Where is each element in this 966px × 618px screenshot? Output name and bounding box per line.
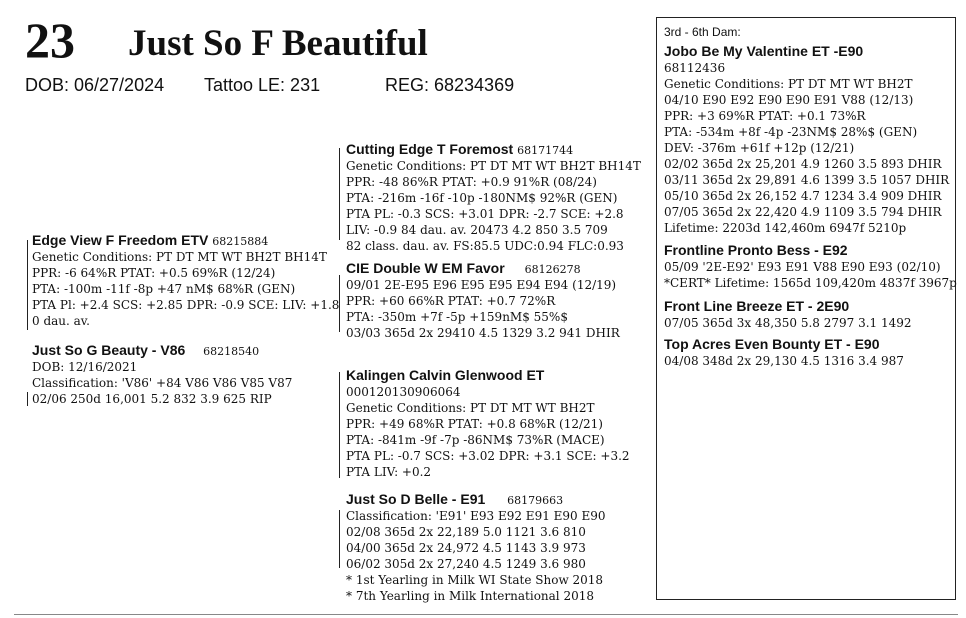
sire-sire-reg: 68171744: [517, 144, 574, 157]
sire-sire-bracket-line: [339, 148, 340, 240]
dam-dam-line: Classification: 'E91' E93 E92 E91 E90 E90: [346, 509, 606, 523]
third-dam-line: Lifetime: 2203d 142,460m 6947f 5210p: [664, 221, 907, 235]
sire-sire-line: Genetic Conditions: PT DT MT WT BH2T BH14T: [346, 159, 641, 173]
fourth-dam-line: *CERT* Lifetime: 1565d 109,420m 4837f 3967p: [664, 276, 957, 290]
dam-dam-line: * 7th Yearling in Milk International 2018: [346, 589, 594, 603]
third-dam-line: PTA: -534m +8f -4p -23NM$ 28%$ (GEN): [664, 125, 918, 139]
extended-dams-title: 3rd - 6th Dam:: [664, 25, 741, 39]
dam-dam-line: * 1st Yearling in Milk WI State Show 2018: [346, 573, 604, 587]
sire-dam-section: [346, 259, 620, 341]
sire-sire-line: LIV: -0.9 84 dau. av. 20473 4.2 850 3.5 709: [346, 223, 608, 237]
sire-sire-line: PPR: -48 86%R PTAT: +0.9 91%R (08/24): [346, 175, 597, 189]
dam-sire-line: PTA LIV: +0.2: [346, 465, 432, 479]
fourth-dam-line: 05/09 '2E-E92' E93 E91 V88 E90 E93 (02/10): [664, 260, 941, 274]
sire-dam-reg: 68126278: [524, 263, 581, 276]
sire-section: [32, 231, 339, 329]
sire-line: PTA Pl: +2.4 SCS: +2.85 DPR: -0.9 SCE: LIV: +1.8: [32, 298, 340, 312]
sire-dam-name: CIE Double W EM Favor: [346, 260, 505, 276]
sire-dam-line: 09/01 2E-E95 E96 E95 E95 E94 E94 (12/19): [346, 278, 617, 292]
sixth-dam-details: [664, 353, 904, 369]
dam-sire-name: Kalingen Calvin Glenwood ET: [346, 367, 545, 383]
sire-dam-details: [346, 277, 620, 341]
dam-name: Just So G Beauty - V86: [32, 342, 186, 358]
third-dam-line: 68112436: [664, 61, 726, 75]
dam-sire-heading: [346, 366, 630, 384]
sire-dam-heading: [346, 259, 620, 277]
sire-name: Edge View F Freedom ETV: [32, 232, 209, 248]
dam-sire-line: Genetic Conditions: PT DT MT WT BH2T: [346, 401, 595, 415]
sire-line: PPR: -6 64%R PTAT: +0.5 69%R (12/24): [32, 266, 276, 280]
third-dam-name: Jobo Be My Valentine ET -E90: [664, 43, 864, 59]
dam-line: Classification: 'V86' +84 V86 V86 V85 V87: [32, 376, 293, 390]
third-dam-line: DEV: -376m +61f +12p (12/21): [664, 141, 855, 155]
third-dam-details: [664, 60, 949, 236]
dam-dam-line: 04/00 365d 2x 24,972 4.5 1143 3.9 973: [346, 541, 586, 555]
sire-sire-section: [346, 140, 641, 254]
fifth-dam-line: 07/05 365d 3x 48,350 5.8 2797 3.1 1492: [664, 316, 912, 330]
third-dam-line: 05/10 365d 2x 26,152 4.7 1234 3.4 909 DHIR: [664, 189, 942, 203]
sire-sire-line: PTA PL: -0.3 SCS: +3.01 DPR: -2.7 SCE: +2.8: [346, 207, 624, 221]
animal-name: Just So F Beautiful: [128, 23, 428, 64]
dam-line: DOB: 12/16/2021: [32, 360, 138, 374]
reg-label: REG: 68234369: [385, 75, 515, 95]
sire-line: 0 dau. av.: [32, 314, 90, 328]
dam-dam-line: 02/08 365d 2x 22,189 5.0 1121 3.6 810: [346, 525, 586, 539]
dam-heading: [32, 341, 292, 359]
third-dam-line: 04/10 E90 E92 E90 E90 E91 V88 (12/13): [664, 93, 914, 107]
dam-dam-line: 06/02 305d 2x 27,240 4.5 1249 3.6 980: [346, 557, 586, 571]
dam-dam-details: [346, 508, 606, 604]
dam-dam-section: [346, 490, 606, 604]
sire-heading: [32, 231, 339, 249]
dam-section: [32, 341, 292, 407]
sire-dam-bracket-line: [339, 275, 340, 332]
third-dam-section: [664, 42, 949, 236]
sixth-dam-section: [664, 335, 904, 369]
sire-sire-heading: [346, 140, 641, 158]
dam-sire-line: PPR: +49 68%R PTAT: +0.8 68%R (12/21): [346, 417, 603, 431]
sire-sire-name: Cutting Edge T Foremost: [346, 141, 514, 157]
third-dam-line: Genetic Conditions: PT DT MT WT BH2T: [664, 77, 913, 91]
sire-line: PTA: -100m -11f -8p +47 nM$ 68%R (GEN): [32, 282, 296, 296]
dam-sire-reg: 000120130906064: [346, 385, 461, 399]
tattoo-label: Tattoo LE: 231: [204, 75, 321, 95]
dob-label: DOB: 06/27/2024: [25, 75, 165, 95]
sire-dam-line: 03/03 365d 2x 29410 4.5 1329 3.2 941 DHIR: [346, 326, 620, 340]
dam-dam-heading: [346, 490, 606, 508]
fifth-dam-details: [664, 315, 912, 331]
dam-sire-line: PTA PL: -0.7 SCS: +3.02 DPR: +3.1 SCE: +3.2: [346, 449, 630, 463]
third-dam-line: 02/02 365d 2x 25,201 4.9 1260 3.5 893 DHIR: [664, 157, 942, 171]
fourth-dam-name: Frontline Pronto Bess - E92: [664, 242, 848, 258]
sire-sire-details: [346, 158, 641, 254]
dam-details: [32, 359, 292, 407]
fourth-dam-details: [664, 259, 957, 291]
dam-sire-bracket-line: [339, 372, 340, 478]
sire-reg: 68215884: [212, 235, 269, 248]
dam-dam-reg: 68179663: [507, 494, 564, 507]
dam-line: 02/06 250d 16,001 5.2 832 3.9 625 RIP: [32, 392, 272, 406]
dam-dam-name: Just So D Belle - E91: [346, 491, 486, 507]
dam-dam-bracket-line: [339, 510, 340, 568]
sire-bracket-line: [27, 240, 28, 330]
sixth-dam-line: 04/08 348d 2x 29,130 4.5 1316 3.4 987: [664, 354, 904, 368]
fifth-dam-section: [664, 297, 912, 331]
fourth-dam-section: [664, 241, 957, 291]
sixth-dam-name: Top Acres Even Bounty ET - E90: [664, 336, 880, 352]
third-dam-line: 07/05 365d 2x 22,420 4.9 1109 3.5 794 DHIR: [664, 205, 942, 219]
fifth-dam-name: Front Line Breeze ET - 2E90: [664, 298, 850, 314]
sire-dam-line: PTA: -350m +7f -5p +159nM$ 55%$: [346, 310, 568, 324]
sire-sire-line: 82 class. dau. av. FS:85.5 UDC:0.94 FLC:0.93: [346, 239, 624, 253]
third-dam-line: 03/11 365d 2x 29,891 4.6 1399 3.5 1057 DHIR: [664, 173, 950, 187]
sire-details: [32, 249, 339, 329]
dam-sire-line: PTA: -841m -9f -7p -86NM$ 73%R (MACE): [346, 433, 605, 447]
dam-sire-details: [346, 384, 630, 480]
sire-dam-line: PPR: +60 66%R PTAT: +0.7 72%R: [346, 294, 556, 308]
sire-sire-line: PTA: -216m -16f -10p -180NM$ 92%R (GEN): [346, 191, 618, 205]
lot-number: 23: [25, 12, 75, 68]
bottom-divider: [14, 614, 958, 615]
sire-line: Genetic Conditions: PT DT MT WT BH2T BH14T: [32, 250, 327, 264]
third-dam-line: PPR: +3 69%R PTAT: +0.1 73%R: [664, 109, 866, 123]
dam-bracket-line: [27, 392, 28, 406]
dam-sire-section: [346, 366, 630, 480]
dam-reg: 68218540: [203, 345, 260, 358]
